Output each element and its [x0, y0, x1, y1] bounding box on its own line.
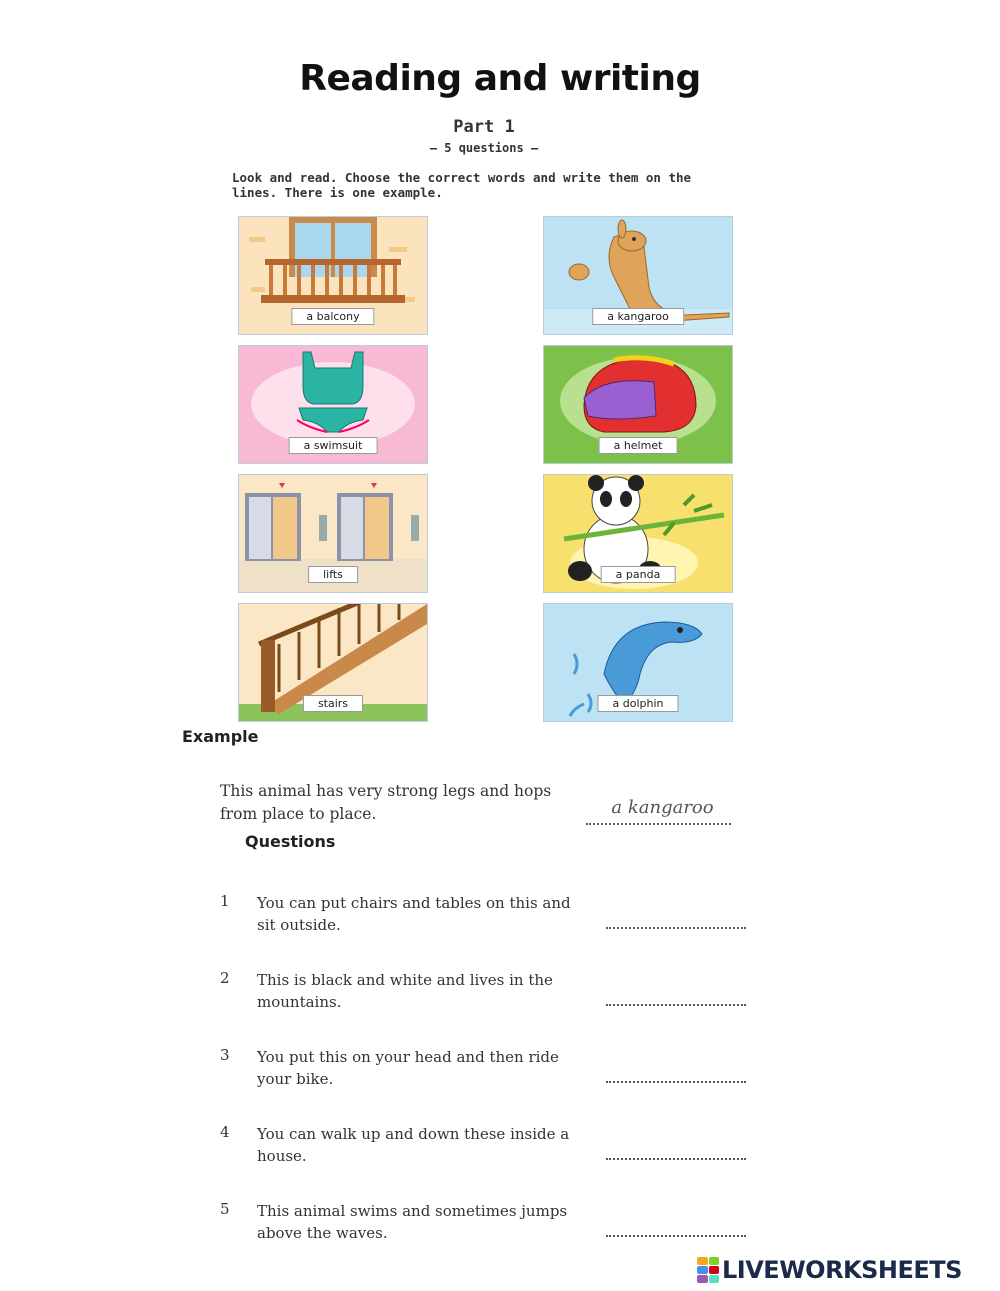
picture-label: a helmet	[599, 437, 678, 454]
page-title: Reading and writing	[299, 58, 701, 99]
question-number: 5	[220, 1200, 230, 1218]
example-text: This animal has very strong legs and hops from place to place.	[220, 782, 552, 823]
question-number: 2	[220, 969, 230, 987]
picture-card-dolphin	[543, 603, 733, 722]
answer-line-1[interactable]	[606, 927, 746, 929]
picture-card-kangaroo	[543, 216, 733, 335]
example-answer-line	[586, 823, 731, 825]
picture-card-stairs	[238, 603, 428, 722]
answer-line-4[interactable]	[606, 1158, 746, 1160]
question-text: This animal swims and sometimes jumps above the waves.	[257, 1202, 568, 1242]
picture-label: a balcony	[291, 308, 374, 325]
question-number: 4	[220, 1123, 230, 1141]
question-count: – 5 questions –	[429, 141, 539, 155]
question-text: You can put chairs and tables on this and sit outside.	[257, 894, 571, 934]
logo-text: LIVEWORKSHEETS	[722, 1256, 962, 1284]
part-heading: Part 1	[453, 117, 515, 137]
picture-label: a panda	[601, 566, 676, 583]
question-number: 1	[220, 892, 230, 910]
picture-label: stairs	[303, 695, 363, 712]
picture-card-balcony	[238, 216, 428, 335]
picture-card-swimsuit	[238, 345, 428, 464]
picture-label: a swimsuit	[289, 437, 378, 454]
question-text: You put this on your head and then ride your bike.	[257, 1048, 559, 1088]
picture-card-helmet	[543, 345, 733, 464]
liveworksheets-logo	[697, 1255, 962, 1285]
picture-label: a kangaroo	[592, 308, 684, 325]
picture-label: a dolphin	[598, 695, 679, 712]
questions-heading: Questions	[245, 832, 336, 851]
question-text: You can walk up and down these inside a house.	[257, 1125, 570, 1165]
answer-line-2[interactable]	[606, 1004, 746, 1006]
logo-mark-icon	[697, 1257, 719, 1283]
picture-card-lifts	[238, 474, 428, 593]
instructions: Look and read. Choose the correct words and write them on the lines. There is one example.	[232, 170, 692, 200]
answer-line-5[interactable]	[606, 1235, 746, 1237]
question-text: This is black and white and lives in the mountains.	[257, 971, 553, 1011]
question-number: 3	[220, 1046, 230, 1064]
picture-label: lifts	[308, 566, 358, 583]
answer-line-3[interactable]	[606, 1081, 746, 1083]
picture-card-panda	[543, 474, 733, 593]
example-answer: a kangaroo	[611, 797, 714, 818]
example-heading: Example	[182, 727, 259, 746]
